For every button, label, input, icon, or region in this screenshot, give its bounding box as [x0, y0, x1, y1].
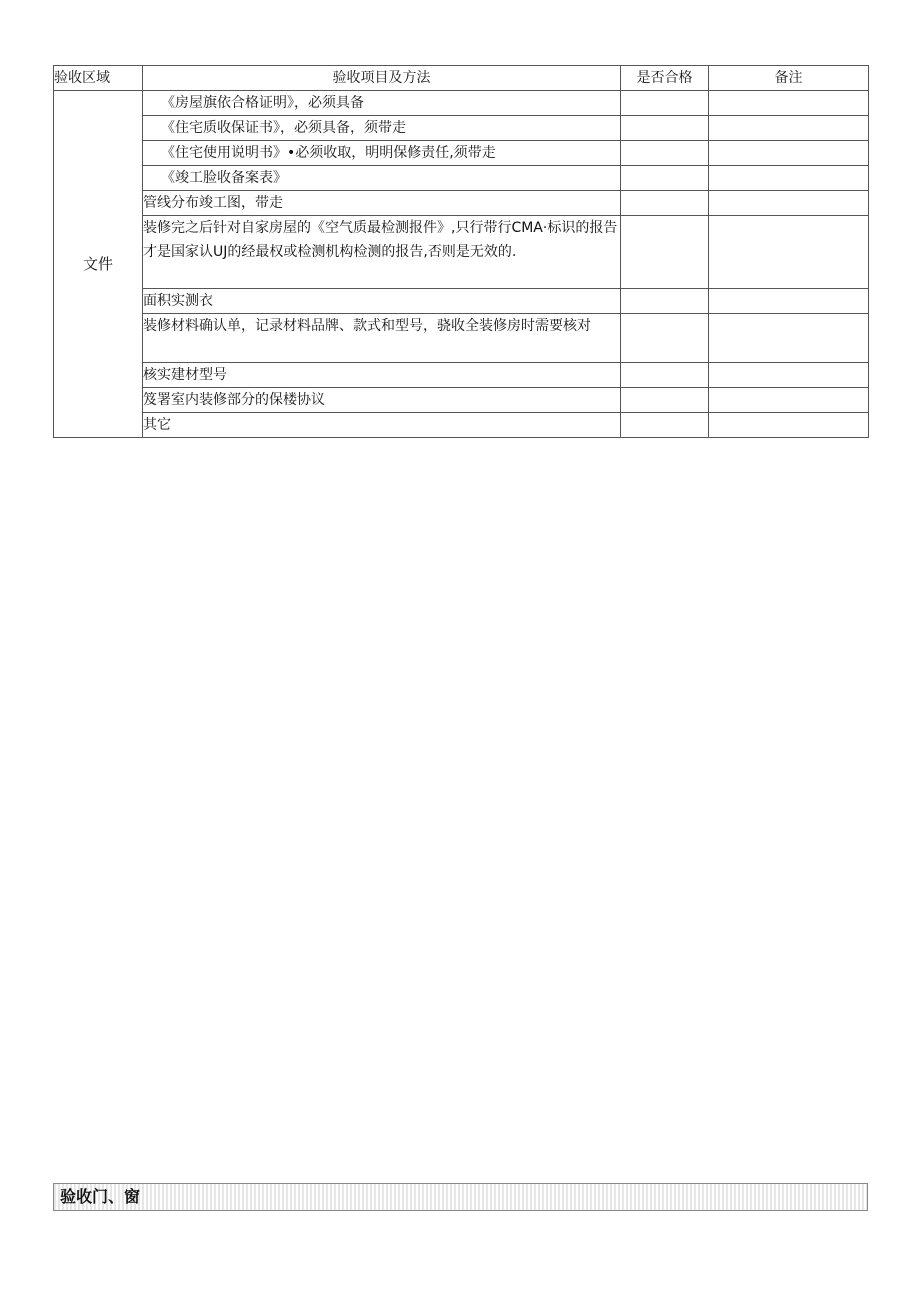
table-row	[54, 116, 869, 141]
acceptance-table	[53, 65, 869, 438]
table-row	[54, 141, 869, 166]
pass-cell[interactable]	[621, 388, 709, 413]
item-cell: 笈署室内装修部分的保楼协议	[143, 388, 621, 413]
header-item: 验收项目及方法	[143, 66, 621, 91]
item-cell: 面积实测衣	[143, 289, 621, 314]
table-row	[54, 191, 869, 216]
item-cell: 《房屋旗依合格证明》，必须具备	[143, 91, 621, 116]
pass-cell[interactable]	[621, 141, 709, 166]
pass-cell[interactable]	[621, 116, 709, 141]
note-cell[interactable]	[709, 191, 869, 216]
header-area: 验收区域	[54, 66, 143, 91]
note-cell[interactable]	[709, 91, 869, 116]
pass-cell[interactable]	[621, 166, 709, 191]
table-row	[54, 91, 869, 116]
table-row	[54, 363, 869, 388]
item-cell: 其它	[143, 413, 621, 438]
item-cell: 《住宅使用说明书》•必须收取，明明保修责任,须带走	[143, 141, 621, 166]
pass-cell[interactable]	[621, 289, 709, 314]
header-note: 备注	[709, 66, 869, 91]
table-row	[54, 388, 869, 413]
item-cell: 核实建材型号	[143, 363, 621, 388]
header-pass: 是否合格	[621, 66, 709, 91]
item-cell: 《住宅质收保证书》，必须具备，须带走	[143, 116, 621, 141]
header-row	[54, 66, 869, 91]
pass-cell[interactable]	[621, 191, 709, 216]
table-row	[54, 216, 869, 289]
note-cell[interactable]	[709, 289, 869, 314]
note-cell[interactable]	[709, 413, 869, 438]
item-cell: 管线分布竣工图，带走	[143, 191, 621, 216]
item-cell: 《竣工脸收备案表》	[143, 166, 621, 191]
pass-cell[interactable]	[621, 314, 709, 363]
table-row	[54, 413, 869, 438]
pass-cell[interactable]	[621, 413, 709, 438]
area-cell: 文件	[54, 91, 143, 438]
item-cell: 装修完之后针对自家房屋的《空气质最检测报件》,只行带行CMA·标识的报告才是国家认UJ的经最权或检测机构检测的报告,否则是无效的.	[143, 216, 621, 289]
pass-cell[interactable]	[621, 91, 709, 116]
note-cell[interactable]	[709, 314, 869, 363]
section-title: 验收门、窗	[60, 1187, 141, 1206]
note-cell[interactable]	[709, 216, 869, 289]
note-cell[interactable]	[709, 166, 869, 191]
table-row	[54, 289, 869, 314]
pass-cell[interactable]	[621, 216, 709, 289]
table-row	[54, 166, 869, 191]
note-cell[interactable]	[709, 388, 869, 413]
note-cell[interactable]	[709, 116, 869, 141]
note-cell[interactable]	[709, 363, 869, 388]
item-cell: 装修材料确认单，记录材料品牌、款式和型号，骁收全装修房时需要核对	[143, 314, 621, 363]
note-cell[interactable]	[709, 141, 869, 166]
section-heading-bar	[53, 1183, 868, 1211]
table-row	[54, 314, 869, 363]
pass-cell[interactable]	[621, 363, 709, 388]
acceptance-sheet	[53, 65, 868, 438]
